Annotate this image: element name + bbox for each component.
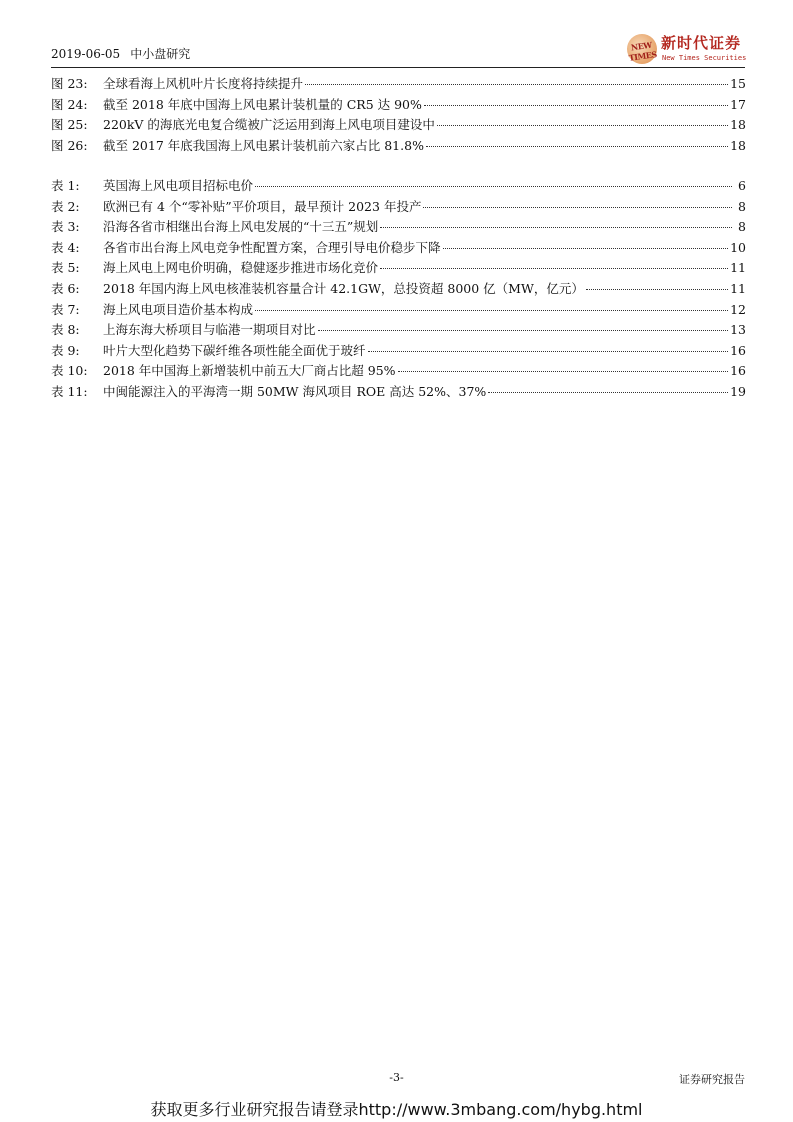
entry-label: 表 2: [51,198,80,214]
entry-label: 表 8: [51,322,80,338]
entry-title: 各省市出台海上风电竞争性配置方案，合理引导电价稳步下降 [103,239,441,255]
header-divider [51,67,745,68]
entry-title: 截至 2017 年底我国海上风电累计装机前六家占比 81.8% [103,137,424,153]
entry-title: 截至 2018 年底中国海上风电累计装机量的 CR5 达 90% [103,96,422,112]
entry-label: 表 1: [51,178,80,193]
entry-page-number: 16 [730,342,746,358]
entry-label: 图 24: [51,96,88,112]
figure-index-entry[interactable] [51,95,746,116]
table-index-entry[interactable] [51,238,746,259]
table-index-entry[interactable] [51,361,746,382]
header-meta [51,45,200,62]
entry-title: 220kV 的海底光电复合缆被广泛运用到海上风电项目建设中 [103,117,435,133]
dot-leader [437,125,728,126]
dot-leader [380,227,732,228]
table-index-entry[interactable] [51,258,746,279]
entry-label: 表 9: [51,342,80,358]
entry-title: 英国海上风电项目招标电价 [103,178,254,193]
dot-leader [398,371,729,372]
dot-leader [380,268,728,269]
entry-label: 图 23: [51,76,88,91]
dot-leader [255,310,728,311]
dot-leader [424,105,728,106]
entry-title: 上海东海大桥项目与临港一期项目对比 [103,322,316,338]
entry-page-number: 6 [738,178,746,193]
table-index-entry[interactable] [51,382,746,403]
entry-label: 表 11: [51,383,88,399]
dot-leader [423,207,732,208]
report-date: 2019-06-05 [51,47,121,61]
entry-page-number: 17 [730,96,746,112]
entry-page-number: 13 [730,322,746,338]
entry-page-number: 19 [730,383,746,399]
entry-title: 沿海各省市相继出台海上风电发展的“十三五”规划 [103,219,379,235]
table-index-entry[interactable] [51,300,746,321]
entry-label: 图 26: [51,137,88,153]
entry-label: 表 3: [51,219,80,235]
table-index-entry[interactable] [51,217,746,238]
entry-title: 中闽能源注入的平海湾一期 50MW 海风项目 ROE 高达 52%、37% [103,383,487,399]
page-header [0,0,793,70]
table-index-entry[interactable] [51,176,746,197]
dot-leader [305,84,728,85]
table-index-entry[interactable] [51,341,746,362]
entry-page-number: 8 [738,198,746,214]
entry-label: 表 6: [51,280,80,296]
download-watermark-link[interactable]: 获取更多行业研究报告请登录http://www.3mbang.com/hybg.html [150,1100,643,1119]
entry-page-number: 11 [730,280,746,296]
logo-chinese-name: 新时代证券 [661,34,742,52]
entry-page-number: 15 [730,76,746,91]
entry-title: 2018 年国内海上风电核准装机容量合计 42.1GW，总投资超 8000 亿（MW，亿元） [103,280,584,296]
logo-badge-text: NEW TIMES [628,39,658,63]
entry-title: 叶片大型化趋势下碳纤维各项性能全面优于玻纤 [103,342,366,358]
entry-title: 海上风电项目造价基本构成 [103,301,254,317]
dot-leader [586,289,728,290]
dot-leader [368,351,729,352]
entry-page-number: 11 [730,260,746,276]
entry-label: 表 4: [51,239,80,255]
table-index-entry[interactable] [51,279,746,300]
figure-index-entry[interactable] [51,74,746,95]
entry-page-number: 18 [730,117,746,133]
figure-index-list [51,74,746,156]
figure-index-entry[interactable] [51,115,746,136]
figure-index-entry[interactable] [51,136,746,157]
table-index-entry[interactable] [51,197,746,218]
entry-page-number: 16 [730,363,746,379]
dot-leader [488,392,728,393]
dot-leader [318,330,729,331]
table-index-entry[interactable] [51,320,746,341]
entry-page-number: 8 [738,219,746,235]
entry-label: 表 10: [51,363,88,379]
entry-page-number: 10 [730,239,746,255]
entry-title: 海上风电上网电价明确，稳健逐步推进市场化竞价 [103,260,379,276]
table-index-list [51,176,746,403]
document-type: 证券研究报告 [679,1073,745,1086]
logo-english-name: New Times Securities [662,54,747,62]
dot-leader [426,146,728,147]
entry-label: 表 5: [51,260,80,276]
report-category: 中小盘研究 [130,47,191,61]
entry-page-number: 12 [730,301,746,317]
dot-leader [255,186,732,187]
entry-title: 2018 年中国海上新增装机中前五大厂商占比超 95% [103,363,396,379]
entry-title: 欧洲已有 4 个“零补贴”平价项目，最早预计 2023 年投产 [103,198,422,214]
dot-leader [443,248,729,249]
entry-page-number: 18 [730,137,746,153]
page-number: -3- [389,1071,404,1084]
entry-label: 图 25: [51,117,88,133]
entry-label: 表 7: [51,301,80,317]
entry-title: 全球看海上风机叶片长度将持续提升 [103,76,304,91]
company-logo [627,32,745,66]
